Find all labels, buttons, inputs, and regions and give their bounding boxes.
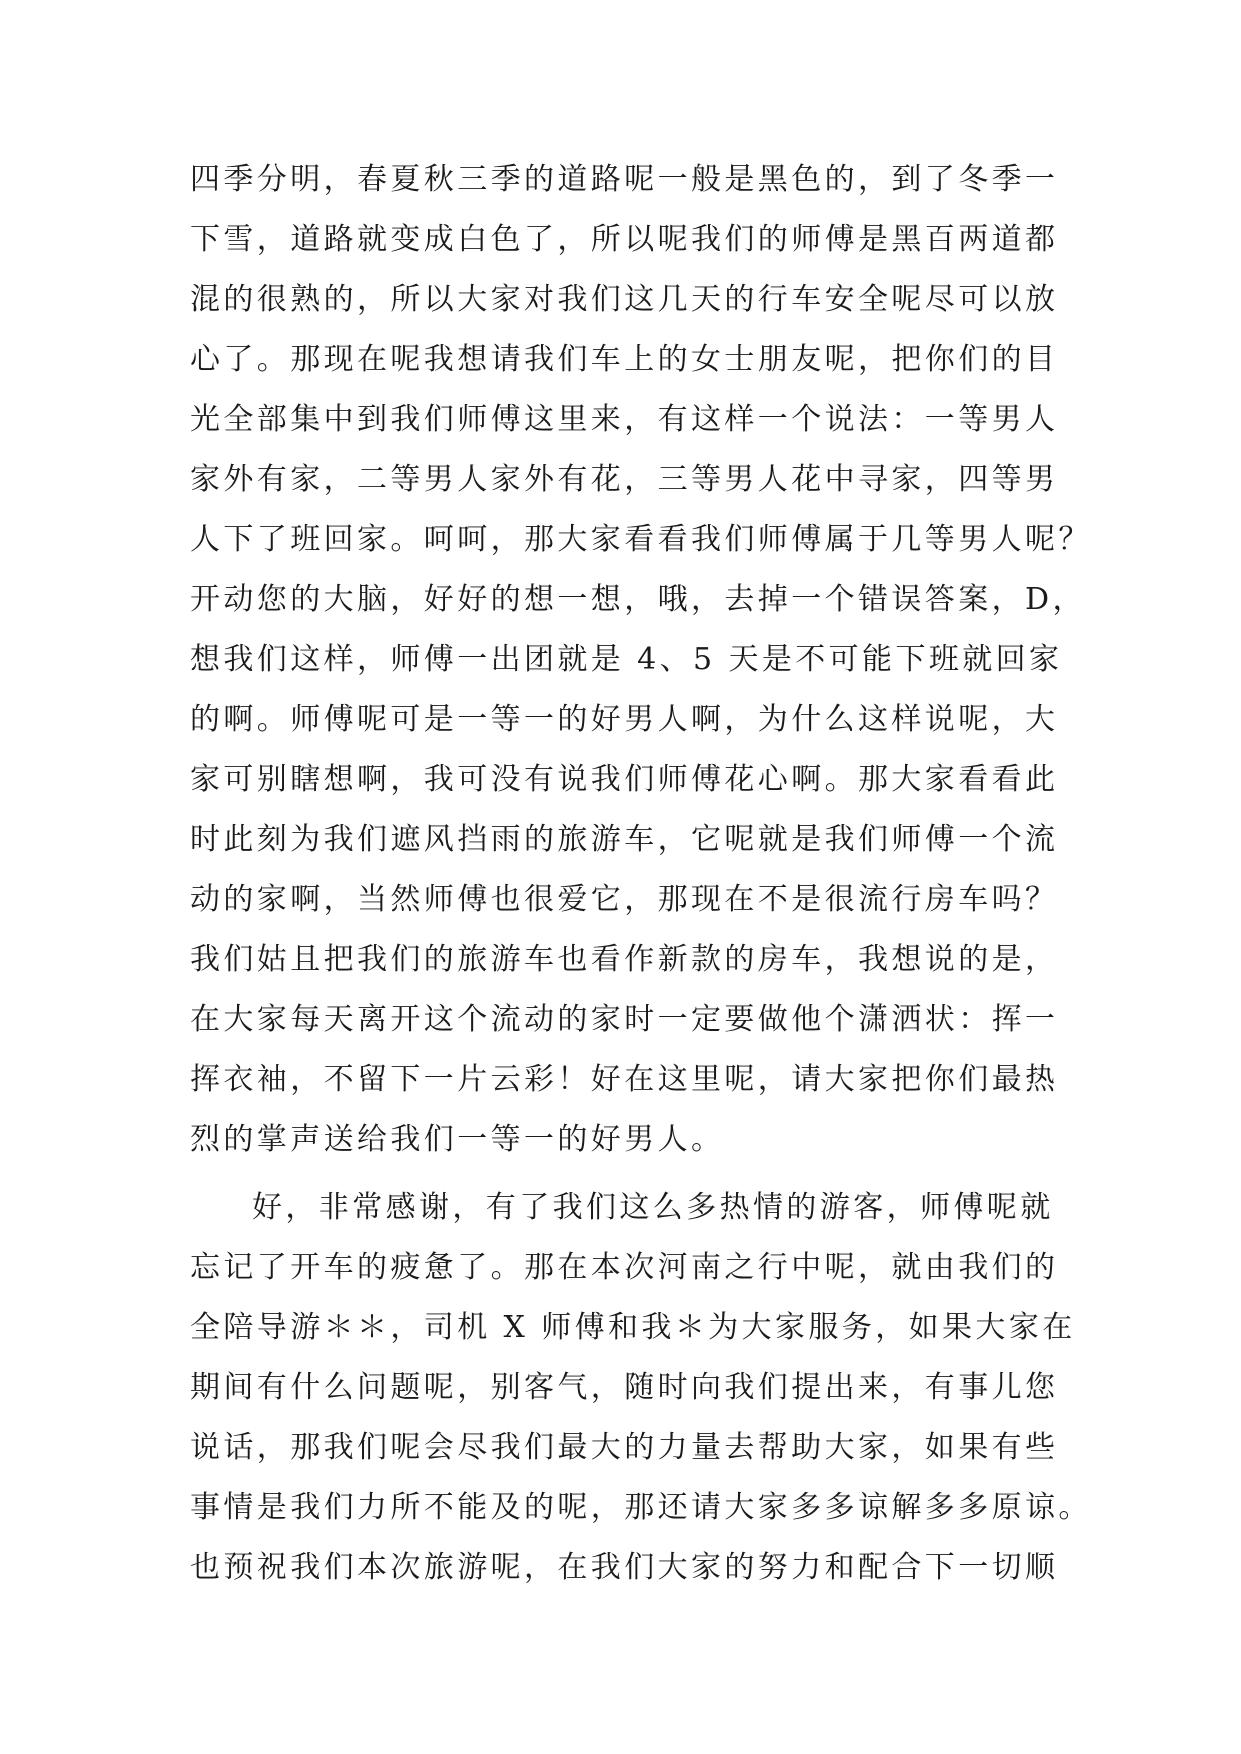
paragraph-first-line: 好，非常感谢，有了我们这么多热情的游客，师傅呢就 bbox=[252, 1190, 1054, 1225]
text-line: 挥衣袖，不留下一片云彩！好在这里呢，请大家把你们最热 bbox=[190, 1062, 1059, 1097]
text-line: 下雪，道路就变成白色了，所以呢我们的师傅是黑百两道都 bbox=[190, 222, 1059, 257]
text-line: 混的很熟的，所以大家对我们这几天的行车安全呢尽可以放 bbox=[190, 282, 1059, 317]
text-line: 忘记了开车的疲惫了。那在本次河南之行中呢，就由我们的 bbox=[190, 1250, 1059, 1285]
text-line: 在大家每天离开这个流动的家时一定要做他个潇洒状：挥一 bbox=[190, 1002, 1059, 1037]
text-line: 也预祝我们本次旅游呢，在我们大家的努力和配合下一切顺 bbox=[190, 1550, 1059, 1585]
text-line: 时此刻为我们遮风挡雨的旅游车，它呢就是我们师傅一个流 bbox=[190, 822, 1059, 857]
text-line: 我们姑且把我们的旅游车也看作新款的房车，我想说的是， bbox=[190, 942, 1059, 977]
text-line: 期间有什么问题呢，别客气，随时向我们提出来，有事儿您 bbox=[190, 1370, 1059, 1405]
text-line: 家可别瞎想啊，我可没有说我们师傅花心啊。那大家看看此 bbox=[190, 762, 1059, 797]
text-line: 四季分明，春夏秋三季的道路呢一般是黑色的，到了冬季一 bbox=[190, 162, 1059, 197]
text-line: 全陪导游＊＊，司机 X 师傅和我＊为大家服务，如果大家在 bbox=[190, 1310, 1076, 1345]
text-line: 光全部集中到我们师傅这里来，有这样一个说法：一等男人 bbox=[190, 402, 1059, 437]
text-line: 事情是我们力所不能及的呢，那还请大家多多谅解多多原谅。 bbox=[190, 1490, 1092, 1525]
text-line: 人下了班回家。呵呵，那大家看看我们师傅属于几等男人呢？ bbox=[190, 522, 1092, 557]
text-line: 烈的掌声送给我们一等一的好男人。 bbox=[190, 1122, 725, 1157]
text-line: 心了。那现在呢我想请我们车上的女士朋友呢，把你们的目 bbox=[190, 342, 1059, 377]
text-line: 开动您的大脑，好好的想一想，哦，去掉一个错误答案，D， bbox=[190, 582, 1086, 617]
text-line: 想我们这样，师傅一出团就是 4、5 天是不可能下班就回家 bbox=[190, 642, 1063, 677]
text-line: 家外有家，二等男人家外有花，三等男人花中寻家，四等男 bbox=[190, 462, 1059, 497]
text-line: 动的家啊，当然师傅也很爱它，那现在不是很流行房车吗？ bbox=[190, 882, 1059, 917]
text-line: 说话，那我们呢会尽我们最大的力量去帮助大家，如果有些 bbox=[190, 1430, 1059, 1465]
text-line: 的啊。师傅呢可是一等一的好男人啊，为什么这样说呢，大 bbox=[190, 702, 1059, 737]
